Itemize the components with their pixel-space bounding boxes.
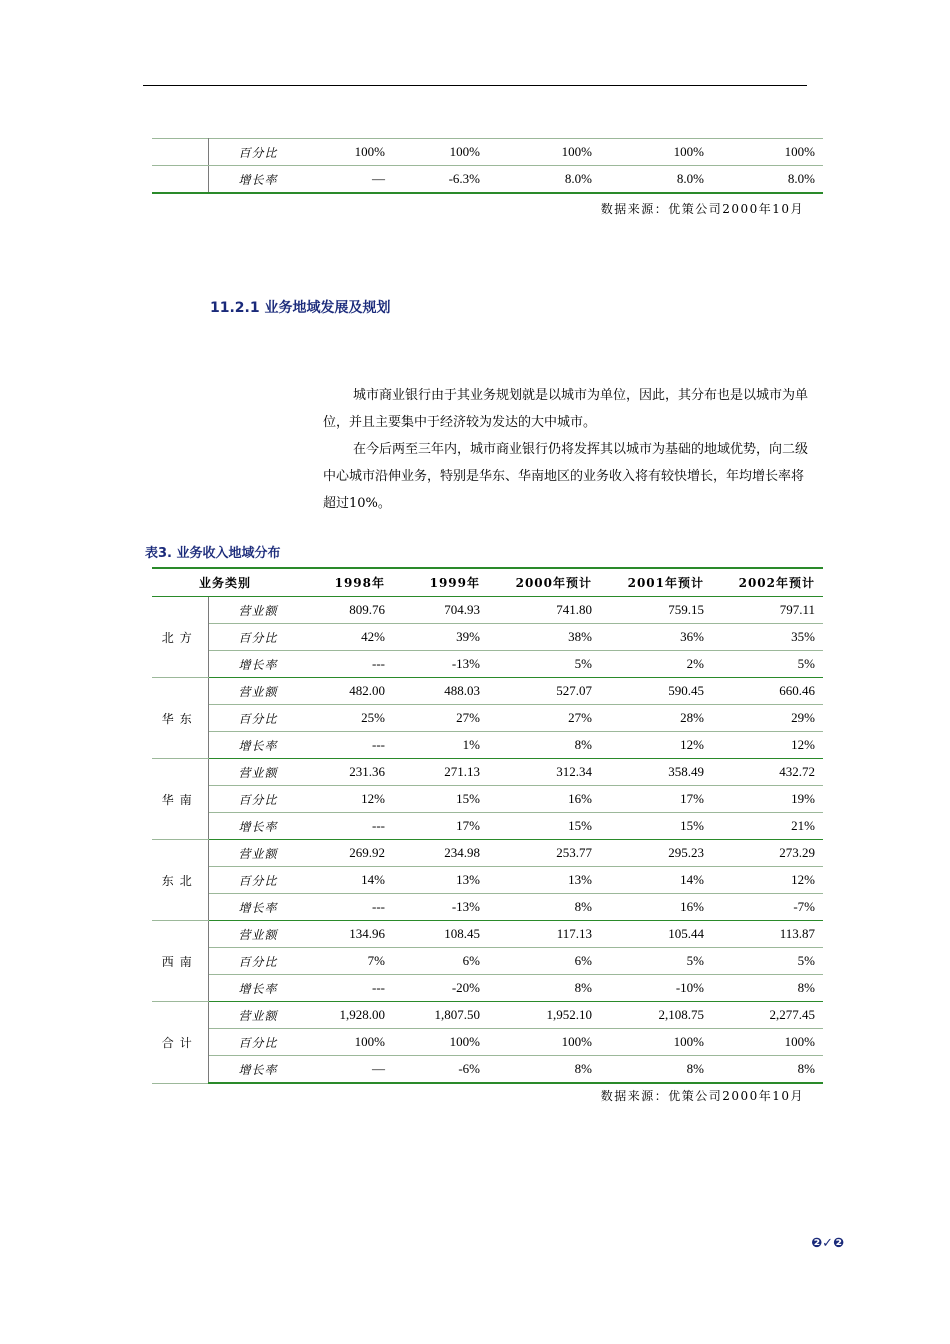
value-cell: 6% <box>393 948 488 975</box>
value-cell: 100% <box>600 1029 712 1056</box>
value-cell: 38% <box>488 624 600 651</box>
table-row <box>152 840 823 867</box>
value-cell: --- <box>298 813 393 840</box>
value-cell: 117.13 <box>488 921 600 948</box>
value-cell: -6% <box>393 1056 488 1084</box>
value-cell: 105.44 <box>600 921 712 948</box>
value-cell: 432.72 <box>712 759 823 786</box>
value-cell: 5% <box>600 948 712 975</box>
value-cell: 6% <box>488 948 600 975</box>
row-label: 增长率 <box>208 651 298 678</box>
region-cell-empty <box>152 139 208 166</box>
value-cell: 16% <box>600 894 712 921</box>
table-row <box>152 975 823 1002</box>
value-cell: 17% <box>600 786 712 813</box>
value-cell: 15% <box>488 813 600 840</box>
value-cell: 100% <box>488 139 600 166</box>
row-label: 增长率 <box>208 732 298 759</box>
value-cell: 12% <box>712 867 823 894</box>
region-cell: 合计 <box>152 1002 208 1084</box>
value-cell: 2,277.45 <box>712 1002 823 1029</box>
table-row <box>152 813 823 840</box>
row-label: 增长率 <box>208 166 298 194</box>
column-header: 业务类别 <box>152 568 298 597</box>
value-cell: 100% <box>393 139 488 166</box>
row-label: 营业额 <box>208 759 298 786</box>
column-header: 2001年预计 <box>600 568 712 597</box>
value-cell: 8.0% <box>488 166 600 194</box>
row-label: 增长率 <box>208 813 298 840</box>
value-cell: 100% <box>712 139 823 166</box>
value-cell: — <box>298 1056 393 1084</box>
table-row <box>152 948 823 975</box>
value-cell: 231.36 <box>298 759 393 786</box>
value-cell: 14% <box>600 867 712 894</box>
table-row <box>152 624 823 651</box>
row-label: 营业额 <box>208 597 298 624</box>
value-cell: 358.49 <box>600 759 712 786</box>
value-cell: 28% <box>600 705 712 732</box>
value-cell: 42% <box>298 624 393 651</box>
row-label: 百分比 <box>208 786 298 813</box>
value-cell: 8% <box>488 1056 600 1084</box>
row-label: 增长率 <box>208 975 298 1002</box>
row-label: 营业额 <box>208 840 298 867</box>
value-cell: 8.0% <box>712 166 823 194</box>
row-label: 百分比 <box>208 624 298 651</box>
row-label: 营业额 <box>208 921 298 948</box>
region-cell: 华东 <box>152 678 208 759</box>
body-text <box>323 382 809 517</box>
column-header: 2000年预计 <box>488 568 600 597</box>
value-cell: 759.15 <box>600 597 712 624</box>
row-label: 百分比 <box>208 867 298 894</box>
data-source-note: 数据来源：优策公司2000年10月 <box>600 202 804 216</box>
table-row <box>152 1056 823 1084</box>
row-label: 营业额 <box>208 1002 298 1029</box>
table-row <box>152 759 823 786</box>
value-cell: 17% <box>393 813 488 840</box>
table-row <box>152 867 823 894</box>
value-cell: 25% <box>298 705 393 732</box>
row-label: 增长率 <box>208 894 298 921</box>
value-cell: 21% <box>712 813 823 840</box>
column-header: 1999年 <box>393 568 488 597</box>
value-cell: 35% <box>712 624 823 651</box>
value-cell: 100% <box>298 1029 393 1056</box>
row-label: 百分比 <box>208 705 298 732</box>
value-cell: 39% <box>393 624 488 651</box>
value-cell: 8.0% <box>600 166 712 194</box>
value-cell: 253.77 <box>488 840 600 867</box>
value-cell: 27% <box>393 705 488 732</box>
value-cell: 12% <box>600 732 712 759</box>
region-cell-empty <box>152 166 208 194</box>
value-cell: 14% <box>298 867 393 894</box>
column-header: 1998年 <box>298 568 393 597</box>
value-cell: 271.13 <box>393 759 488 786</box>
value-cell: 5% <box>712 948 823 975</box>
row-label: 增长率 <box>208 1056 298 1084</box>
value-cell: 8% <box>712 1056 823 1084</box>
value-cell: 482.00 <box>298 678 393 705</box>
value-cell: 13% <box>488 867 600 894</box>
value-cell: 1,928.00 <box>298 1002 393 1029</box>
value-cell: 704.93 <box>393 597 488 624</box>
value-cell: 273.29 <box>712 840 823 867</box>
value-cell: -7% <box>712 894 823 921</box>
value-cell: 29% <box>712 705 823 732</box>
table-row <box>152 166 823 194</box>
value-cell: 13% <box>393 867 488 894</box>
paragraph: 在今后两至三年内，城市商业银行仍将发挥其以城市为基础的地域优势，向二级中心城市沿伸业务，特别是华东、华南地区的业务收入将有较快增长，年均增长率将超过10%。 <box>323 442 809 511</box>
value-cell: 8% <box>712 975 823 1002</box>
value-cell: 590.45 <box>600 678 712 705</box>
region-cell: 西南 <box>152 921 208 1002</box>
value-cell: 312.34 <box>488 759 600 786</box>
value-cell: 527.07 <box>488 678 600 705</box>
table-row <box>152 894 823 921</box>
value-cell: --- <box>298 651 393 678</box>
table-row <box>152 921 823 948</box>
value-cell: 113.87 <box>712 921 823 948</box>
table-row <box>152 678 823 705</box>
table-row <box>152 1002 823 1029</box>
value-cell: 269.92 <box>298 840 393 867</box>
value-cell: 8% <box>488 975 600 1002</box>
value-cell: 809.76 <box>298 597 393 624</box>
value-cell: 1% <box>393 732 488 759</box>
paragraph: 城市商业银行由于其业务规划就是以城市为单位，因此，其分布也是以城市为单位，并且主要集中于经济较为发达的大中城市。 <box>323 388 809 430</box>
page-number: ❷✓❷ <box>811 1236 844 1251</box>
value-cell: 27% <box>488 705 600 732</box>
table-row <box>152 786 823 813</box>
value-cell: 15% <box>393 786 488 813</box>
value-cell: 1,952.10 <box>488 1002 600 1029</box>
value-cell: 108.45 <box>393 921 488 948</box>
header-rule <box>143 85 807 86</box>
value-cell: 100% <box>712 1029 823 1056</box>
row-label: 百分比 <box>208 1029 298 1056</box>
value-cell: --- <box>298 732 393 759</box>
value-cell: -20% <box>393 975 488 1002</box>
value-cell: 2% <box>600 651 712 678</box>
revenue-by-region-table <box>152 567 823 1084</box>
value-cell: 36% <box>600 624 712 651</box>
value-cell: 8% <box>600 1056 712 1084</box>
value-cell: 100% <box>298 139 393 166</box>
value-cell: 16% <box>488 786 600 813</box>
value-cell: --- <box>298 894 393 921</box>
value-cell: 7% <box>298 948 393 975</box>
data-source-note: 数据来源：优策公司2000年10月 <box>600 1089 804 1103</box>
value-cell: 100% <box>393 1029 488 1056</box>
value-cell: 19% <box>712 786 823 813</box>
column-header: 2002年预计 <box>712 568 823 597</box>
table-row <box>152 732 823 759</box>
value-cell: --- <box>298 975 393 1002</box>
value-cell: 660.46 <box>712 678 823 705</box>
value-cell: 5% <box>712 651 823 678</box>
value-cell: -10% <box>600 975 712 1002</box>
table-row <box>152 597 823 624</box>
region-cell: 北方 <box>152 597 208 678</box>
row-label: 营业额 <box>208 678 298 705</box>
value-cell: 134.96 <box>298 921 393 948</box>
section-heading: 11.2.1 业务地域发展及规划 <box>210 300 391 316</box>
value-cell: 741.80 <box>488 597 600 624</box>
value-cell: 8% <box>488 894 600 921</box>
value-cell: 797.11 <box>712 597 823 624</box>
value-cell: 2,108.75 <box>600 1002 712 1029</box>
value-cell: 295.23 <box>600 840 712 867</box>
table-header-row <box>152 568 823 597</box>
table-row <box>152 651 823 678</box>
value-cell: -13% <box>393 651 488 678</box>
value-cell: 488.03 <box>393 678 488 705</box>
table-caption: 表3. 业务收入地域分布 <box>145 546 281 561</box>
value-cell: — <box>298 166 393 194</box>
table-row <box>152 1029 823 1056</box>
value-cell: 100% <box>488 1029 600 1056</box>
table-row <box>152 705 823 732</box>
value-cell: 12% <box>712 732 823 759</box>
continued-table <box>152 138 823 194</box>
value-cell: 12% <box>298 786 393 813</box>
value-cell: 8% <box>488 732 600 759</box>
value-cell: 1,807.50 <box>393 1002 488 1029</box>
value-cell: -6.3% <box>393 166 488 194</box>
value-cell: 5% <box>488 651 600 678</box>
value-cell: 15% <box>600 813 712 840</box>
row-label: 百分比 <box>208 948 298 975</box>
table-row <box>152 139 823 166</box>
region-cell: 东北 <box>152 840 208 921</box>
value-cell: 100% <box>600 139 712 166</box>
row-label: 百分比 <box>208 139 298 166</box>
value-cell: -13% <box>393 894 488 921</box>
value-cell: 234.98 <box>393 840 488 867</box>
region-cell: 华南 <box>152 759 208 840</box>
